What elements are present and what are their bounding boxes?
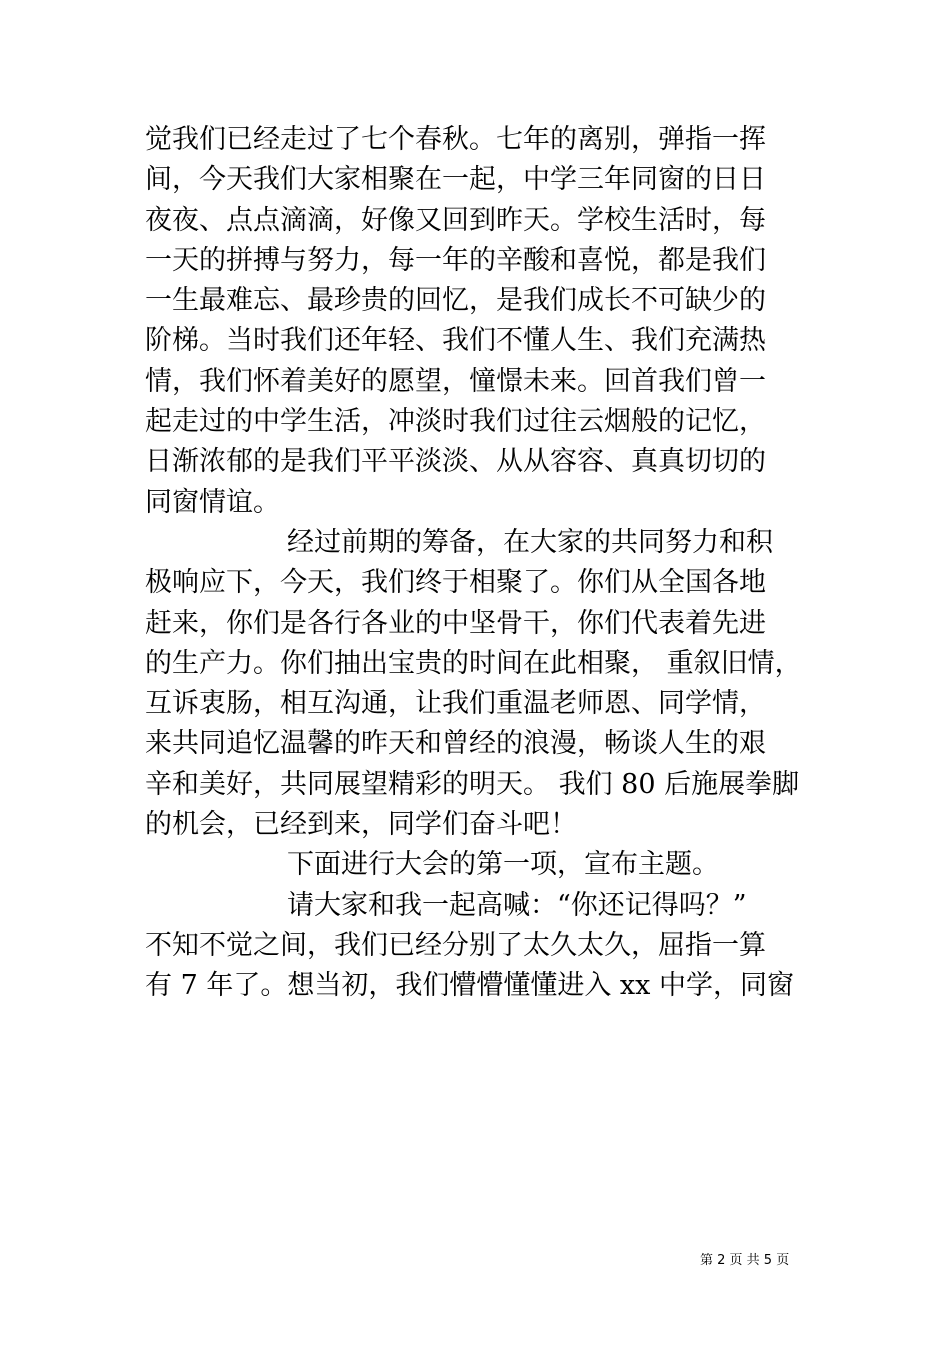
paragraph-start-line: 下面进行大会的第一项，宣布主题。 [287,849,719,881]
text-line: 一天的拼搏与努力，每一年的辛酸和喜悦，都是我们 [145,244,766,276]
body-text [145,120,810,1007]
text-line: 辛和美好，共同展望精彩的明天。 我们 80 后施展拳脚 [145,768,800,800]
text-line: 起走过的中学生活，冲淡时我们过往云烟般的记忆， [145,406,766,438]
text-line: 不知不觉之间，我们已经分别了太久太久，屈指一算 [145,929,766,961]
text-line: 有 7 年了。想当初，我们懵懵懂懂进入 xx 中学，同窗 [145,970,794,1002]
text-line: 觉我们已经走过了七个春秋。七年的离别，弹指一挥 [145,124,766,155]
text-line: 的生产力。你们抽出宝贵的时间在此相聚， 重叙旧情， [145,647,802,679]
text-line: 极响应下，今天，我们终于相聚了。你们从全国各地 [145,567,766,599]
text-line: 日渐浓郁的是我们平平淡淡、从从容容、真真切切的 [145,446,766,478]
text-line: 的机会，已经到来，同学们奋斗吧！ [145,809,577,841]
text-line: 赶来，你们是各行各业的中坚骨干，你们代表着先进 [145,607,766,639]
text-line: 来共同追忆温馨的昨天和曾经的浪漫，畅谈人生的艰 [145,728,766,760]
paragraph-start-line: 请大家和我一起高喊：“你还记得吗？” [287,889,747,921]
text-line: 互诉衷肠，相互沟通，让我们重温老师恩、同学情， [145,688,766,720]
paragraph-start-line: 经过前期的筹备，在大家的共同努力和积 [287,526,773,558]
text-line: 阶梯。当时我们还年轻、我们不懂人生、我们充满热 [145,325,766,357]
text-line: 一生最难忘、最珍贵的回忆，是我们成长不可缺少的 [145,285,766,317]
page-number: 第 2 页 共 5 页 [700,1253,790,1268]
text-line: 夜夜、点点滴滴，好像又回到昨天。学校生活时，每 [145,204,766,236]
text-line: 情，我们怀着美好的愿望，憧憬未来。回首我们曾一 [145,365,766,397]
text-line: 间，今天我们大家相聚在一起，中学三年同窗的日日 [145,164,766,196]
text-line: 同窗情谊。 [145,486,280,518]
